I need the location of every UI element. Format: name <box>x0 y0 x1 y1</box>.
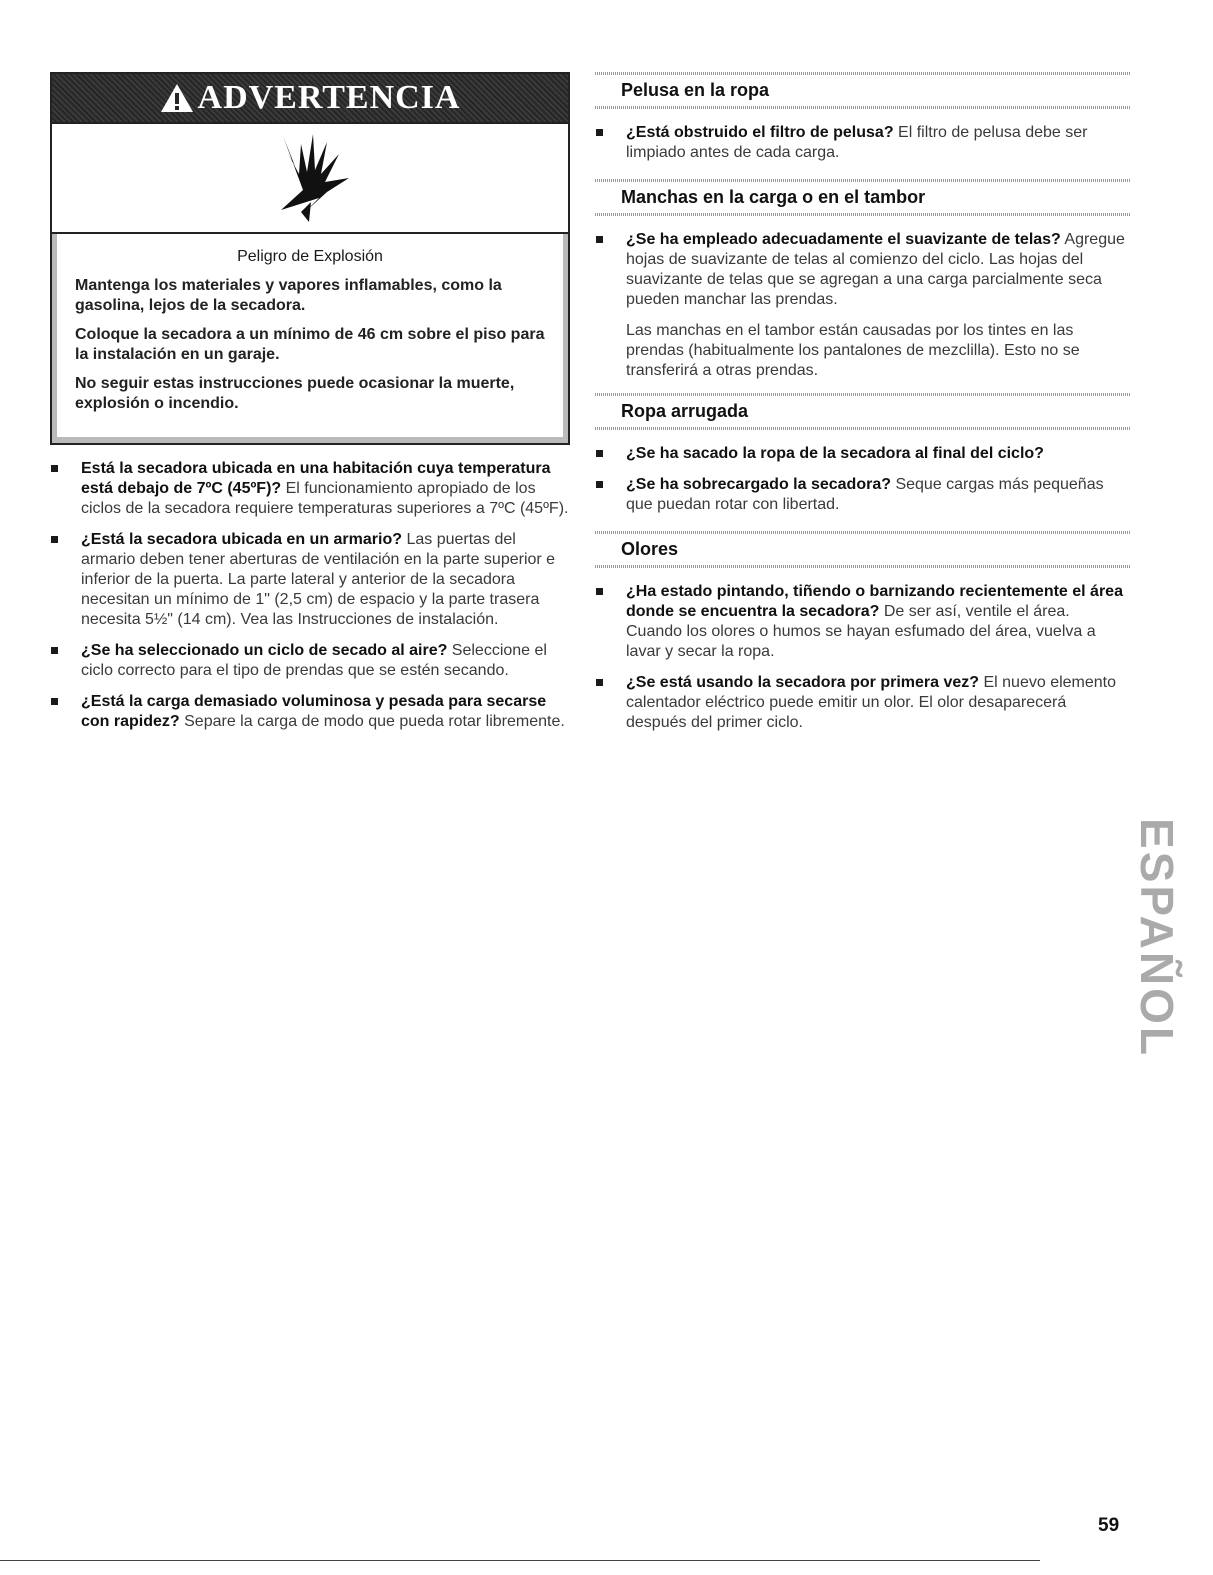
section-heading: Olores <box>595 531 1130 568</box>
bullet-square-icon <box>51 647 58 654</box>
section-heading: Ropa arrugada <box>595 393 1130 430</box>
left-bullet-list <box>50 459 570 732</box>
list-item: ¿Está la carga demasiado voluminosa y pesada para secarse con rapidez? Separe la carga de modo que pueda rotar libremente. <box>50 692 570 732</box>
pelusa-bullet-list <box>595 123 1130 163</box>
bullet-square-icon <box>51 698 58 705</box>
olores-bullet-list <box>595 582 1130 733</box>
warning-paragraph: No seguir estas instrucciones puede ocasionar la muerte, explosión o incendio. <box>75 375 515 412</box>
bullet-square-icon <box>51 465 58 472</box>
list-item: Está la secadora ubicada en una habitación cuya temperatura está debajo de 7ºC (45ºF)? El funcionamiento apropiado de los ciclos de la secadora requiere temperaturas superiores a 7ºC (45ºF). <box>50 459 570 519</box>
explosion-hazard-icon <box>52 124 568 234</box>
footer-divider <box>0 1560 1040 1561</box>
page-number: 59 <box>1098 1515 1120 1536</box>
left-column <box>50 72 570 743</box>
right-column <box>595 72 1130 744</box>
bullet-square-icon <box>596 679 603 686</box>
paragraph: Las manchas en el tambor están causadas por los tintes en las prendas (habitualmente los pantalones de mezclilla). Esto no se transferirá a otras prendas. <box>626 322 1080 379</box>
list-item: ¿Está obstruido el filtro de pelusa? El filtro de pelusa debe ser limpiado antes de cada carga. <box>595 123 1130 163</box>
warning-title: ADVERTENCIA <box>197 79 461 116</box>
warning-triangle-icon <box>160 83 194 113</box>
language-label: ESPAÑOL <box>1131 817 1184 1058</box>
arrugada-bullet-list <box>595 444 1130 515</box>
bullet-square-icon <box>596 481 603 488</box>
warning-body <box>52 234 568 443</box>
section-heading: Pelusa en la ropa <box>595 72 1130 109</box>
language-side-tab <box>1132 815 1182 1060</box>
warning-subtitle: Peligro de Explosión <box>237 248 383 265</box>
list-item: ¿Está la secadora ubicada en un armario? Las puertas del armario deben tener aberturas de ventilación en la parte superior e inferior de la puerta. La parte lateral y anterior de la secadora necesitan un mínimo de 1" (2,5 cm) de espacio y la parte trasera necesita 5½" (14 cm). Vea las Instrucciones de instalación. <box>50 530 570 630</box>
warning-header <box>52 74 568 124</box>
bullet-square-icon <box>596 588 603 595</box>
bullet-square-icon <box>596 236 603 243</box>
list-item: ¿Se ha empleado adecuadamente el suavizante de telas? Agregue hojas de suavizante de telas al comienzo del ciclo. Las hojas del suavizante de telas que se agregan a una carga parcialmente seca pueden manchar las prendas. <box>595 230 1130 310</box>
section-heading: Manchas en la carga o en el tambor <box>595 179 1130 216</box>
bullet-square-icon <box>596 450 603 457</box>
list-item: ¿Se está usando la secadora por primera vez? El nuevo elemento calentador eléctrico puede emitir un olor. El olor desaparecerá después del primer ciclo. <box>595 673 1130 733</box>
list-item: ¿Se ha sobrecargado la secadora? Seque cargas más pequeñas que puedan rotar con libertad. <box>595 475 1130 515</box>
bullet-square-icon <box>596 129 603 136</box>
warning-paragraph: Coloque la secadora a un mínimo de 46 cm sobre el piso para la instalación en un garaje. <box>75 326 545 363</box>
list-item: ¿Se ha sacado la ropa de la secadora al final del ciclo? <box>595 444 1130 464</box>
bullet-square-icon <box>51 536 58 543</box>
list-item: ¿Se ha seleccionado un ciclo de secado al aire? Seleccione el ciclo correcto para el tipo de prendas que se estén secando. <box>50 641 570 681</box>
list-item: ¿Ha estado pintando, tiñendo o barnizando recientemente el área donde se encuentra la secadora? De ser así, ventile el área. Cuando los olores o humos se hayan esfumado del área, vuelva a lavar y secar la ropa. <box>595 582 1130 662</box>
warning-paragraph: Mantenga los materiales y vapores inflamables, como la gasolina, lejos de la secadora. <box>75 277 502 314</box>
manchas-bullet-list <box>595 230 1130 310</box>
warning-box <box>50 72 570 445</box>
